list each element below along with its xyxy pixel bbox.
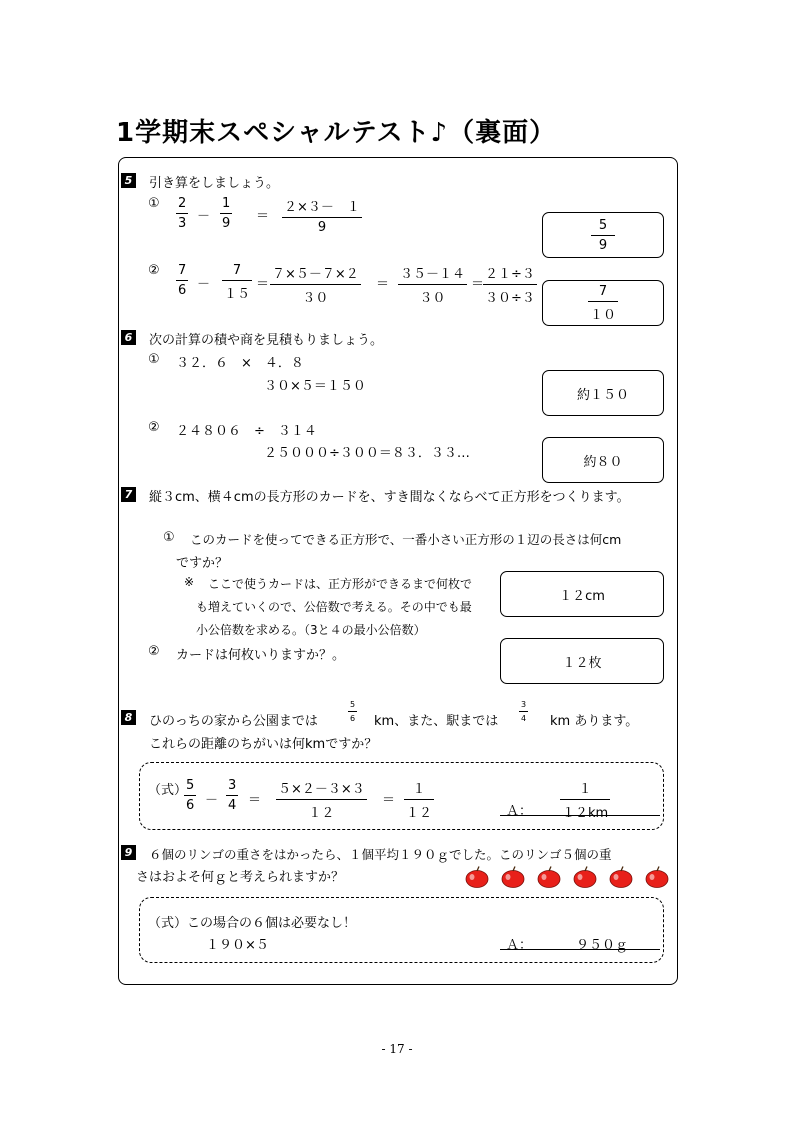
q5-p1-a-den: 3: [178, 216, 187, 231]
q5-p2-calc1: [270, 263, 361, 306]
q7-note-line2: も増えていくので、公倍数で考える。その中でも最: [196, 600, 472, 614]
q5-p1-eq: ＝: [256, 209, 270, 224]
q8-fraction-park: [348, 700, 357, 723]
q7-p1-answer-box: [500, 571, 664, 617]
q8-a-den: 6: [186, 798, 195, 813]
question-number-5: 5: [121, 173, 136, 188]
q5-p2-c1-den: ３０: [302, 291, 329, 306]
q7-note-mark: ※: [184, 575, 195, 589]
q6-instruction: 次の計算の積や商を見積もりましょう。: [149, 333, 384, 348]
q8-work-frac-c: [276, 778, 367, 821]
q6-p2-mark: ②: [148, 420, 160, 435]
q8-line2: これらの距離のちがいは何kmですか？: [149, 737, 378, 752]
q5-p1-b-num: 1: [222, 196, 231, 211]
q6-p2-work: ２５０００÷３００＝８３．３３…: [264, 446, 470, 461]
q5-p2-answer: [588, 284, 618, 323]
q6-p2-answer: 約８０: [583, 454, 623, 470]
q8-ans-num: １: [578, 782, 592, 797]
q8-line1-c: km あります。: [550, 714, 639, 729]
q8-ans-den: １２km: [562, 806, 609, 821]
q8-work-eq1: ＝: [248, 793, 262, 808]
q8-line1-a: ひのっちの家から公園までは: [149, 714, 318, 729]
q7-p2-mark: ②: [148, 644, 160, 659]
q5-p2-c3-num: ２１÷３: [485, 267, 535, 282]
q8-line1-b: km、また、駅までは: [374, 714, 499, 729]
q8-d-num: １: [412, 782, 426, 797]
q9-answer-underline: [500, 949, 660, 950]
q8-b-den: 4: [228, 798, 237, 813]
q8-fraction-station: [519, 700, 528, 723]
q5-p2-ans-den: １０: [589, 307, 616, 323]
q5-p2-op: －: [197, 277, 211, 292]
q5-p2-frac-b: [222, 263, 252, 302]
q5-p1-answer: [591, 218, 615, 253]
q5-p2-c2-den: ３０: [419, 291, 446, 306]
q7-p2-answer: １２枚: [562, 655, 602, 671]
question-number-8: 8: [121, 710, 136, 725]
question-number-9: 9: [121, 845, 136, 860]
q7-p1-mark: ①: [163, 530, 175, 545]
q5-p2-c1-num: ７×５－７×２: [272, 267, 359, 282]
q5-p1-b-den: 9: [222, 216, 231, 231]
q7-p2-answer-box: [500, 638, 664, 684]
q5-p2-a-num: 7: [178, 263, 187, 278]
q7-p1-line2: ですか？: [176, 556, 229, 571]
q5-p2-answer-box: [542, 280, 664, 326]
q5-p1-calc-num: ２×３－ １: [284, 200, 360, 215]
q7-p2-question: カードは何枚いりますか？。: [176, 648, 346, 663]
q5-p2-b-num: 7: [232, 263, 242, 278]
q5-p1-answer-box: [542, 212, 664, 258]
q5-p2-eq1: ＝: [256, 277, 270, 292]
q6-p1-work: ３０×５＝１５０: [264, 379, 366, 394]
q5-p2-a-den: 6: [178, 283, 187, 298]
q8-f2-num: 3: [521, 700, 527, 709]
q8-a-num: 5: [186, 778, 195, 793]
q5-p2-eq2: ＝: [376, 277, 390, 292]
q8-f1-den: 6: [350, 714, 356, 723]
q8-work-frac-b: [226, 778, 238, 813]
q5-p1-calc: [282, 196, 362, 235]
q5-p1-calc-den: 9: [317, 220, 327, 235]
q7-note-line3: 小公倍数を求める。（3と４の最小公倍数）: [196, 623, 426, 637]
q8-work-frac-a: [184, 778, 196, 813]
q8-answer-label: Ａ：: [506, 804, 533, 819]
q6-p1-mark: ①: [148, 352, 160, 367]
q8-f2-den: 4: [521, 714, 527, 723]
apple-icon: [465, 866, 489, 888]
q5-p1-mark: ①: [148, 196, 160, 211]
q7-note-line1: ここで使うカードは、正方形ができるまで何枚で: [208, 577, 473, 591]
question-number-7: 7: [121, 487, 136, 502]
q5-p2-c2-num: ３５－１４: [400, 267, 466, 282]
q5-p2-b-den: １５: [224, 287, 251, 302]
q8-b-num: 3: [228, 778, 237, 793]
q5-p1-ans-den: 9: [598, 237, 608, 253]
q5-p2-c3-den: ３０÷３: [485, 291, 535, 306]
q9-answer: ９５０ｇ: [576, 938, 629, 953]
q8-work-op: －: [205, 793, 219, 808]
apple-icon: [645, 866, 669, 888]
q8-d-den: １２: [406, 806, 433, 821]
q5-instruction: 引き算をしましょう。: [149, 176, 280, 191]
q8-shiki-label: （式）: [148, 783, 188, 798]
q8-c-num: ５×２－３×３: [278, 782, 365, 797]
page-number: - 17 -: [381, 1042, 413, 1056]
q8-work-frac-d: [404, 778, 434, 821]
q5-p2-frac-a: [176, 263, 188, 298]
q7-p1-answer: １２cm: [559, 588, 605, 604]
apple-icon: [537, 866, 561, 888]
q7-instruction: 縦３cm、横４cmの長方形のカードを、すき間なくならべて正方形をつくります。: [149, 490, 630, 505]
q5-p2-calc3: [483, 263, 537, 306]
q5-p2-calc2: [398, 263, 467, 306]
q9-line1: ６個のリンゴの重さをはかったら、１個平均１９０ｇでした。このリンゴ５個の重: [149, 847, 612, 862]
q6-p1-problem: ３２．６ × ４．８: [176, 356, 304, 371]
q9-work: １９０×５: [206, 938, 269, 953]
q5-p1-frac-a: [176, 196, 188, 231]
q5-p1-ans-num: 5: [598, 217, 608, 233]
apple-icon: [501, 866, 525, 888]
q9-answer-label: Ａ：: [506, 938, 533, 953]
apple-icon: [609, 866, 633, 888]
q5-p1-op: －: [197, 209, 211, 224]
q9-shiki-line: （式）この場合の６個は必要なし！: [148, 916, 357, 931]
q8-answer-underline: [500, 815, 660, 816]
q5-p2-ans-num: 7: [598, 283, 608, 299]
page-title: 1学期末スペシャルテスト♪（裏面）: [116, 118, 557, 148]
q8-work-eq2: ＝: [382, 793, 396, 808]
question-number-6: 6: [121, 330, 136, 345]
q6-p1-answer: 約１５０: [576, 387, 629, 403]
apple-icon: [573, 866, 597, 888]
q7-p1-line1: このカードを使ってできる正方形で、一番小さい正方形の１辺の長さは何cm: [190, 532, 622, 547]
q8-c-den: １２: [308, 806, 335, 821]
q8-f1-num: 5: [350, 700, 356, 709]
q6-p2-answer-box: [542, 437, 664, 483]
q6-p2-problem: ２４８０６ ÷ ３１４: [176, 424, 317, 439]
q5-p2-mark: ②: [148, 263, 160, 278]
q6-p1-answer-box: [542, 370, 664, 416]
q9-line2: さはおよそ何ｇと考えられますか？: [136, 870, 345, 885]
q5-p1-frac-b: [220, 196, 232, 231]
q5-p1-a-num: 2: [178, 196, 187, 211]
q5-p2-eq3: ＝: [471, 277, 485, 292]
